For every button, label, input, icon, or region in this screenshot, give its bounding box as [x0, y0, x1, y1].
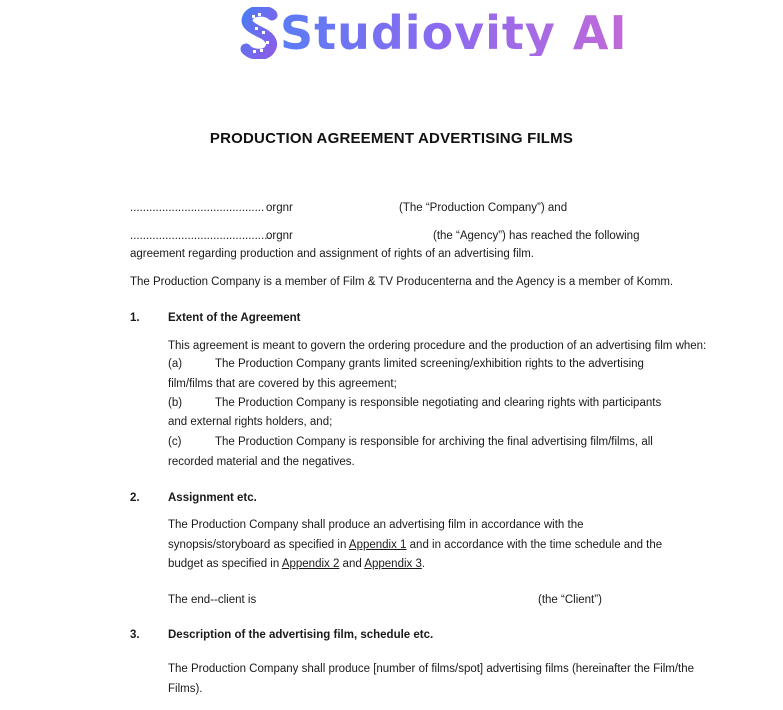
logo-text: Studiovity AI — [280, 6, 628, 60]
section3-number: 3. — [130, 629, 140, 641]
section1-heading: Extent of the Agreement — [168, 312, 301, 324]
film-reel-s-icon — [240, 7, 280, 59]
appendix-3-link[interactable]: Appendix 3 — [364, 558, 422, 570]
section3-line1: The Production Company shall produce [number of films/spot] advertising films (hereinafter the Film/the — [168, 663, 695, 675]
party2-dots: ............................................ — [130, 230, 271, 242]
party2-orgnr: orgnr — [266, 230, 293, 242]
appendix-2-link[interactable]: Appendix 2 — [281, 558, 340, 570]
section2-line2-post: and in accordance with the time schedule and the — [406, 539, 663, 551]
party1-dots: .......................................... — [130, 202, 265, 214]
clause-b-text: The Production Company is responsible negotiating and clearing rights with participants — [215, 397, 662, 409]
clause-a-label: (a) — [168, 358, 183, 370]
clause-c-label: (c) — [168, 436, 182, 448]
clause-b-label: (b) — [168, 397, 183, 409]
party1-role: (The “Production Company”) and — [399, 202, 568, 214]
clause-b-continuation: and external rights holders, and; — [168, 416, 333, 428]
section2-number: 2. — [130, 492, 140, 504]
party1-orgnr: orgnr — [266, 202, 293, 214]
section3-line2: Films). — [168, 683, 203, 695]
section3-heading: Description of the advertising film, schedule etc. — [168, 629, 434, 641]
membership-text: The Production Company is a member of Film & TV Producenterna and the Agency is a member of Komm. — [130, 276, 674, 288]
section2-line1: The Production Company shall produce an advertising film in accordance with the — [168, 519, 584, 531]
appendix-1-link[interactable]: Appendix 1 — [348, 539, 407, 551]
party2-role: (the “Agency”) has reached the following — [433, 230, 640, 242]
section2-heading: Assignment etc. — [168, 492, 257, 504]
section2-line2-pre: synopsis/storyboard as specified in — [168, 539, 349, 551]
clause-a-text: The Production Company grants limited screening/exhibition rights to the advertising — [215, 358, 644, 370]
section2-line3-mid: and — [339, 558, 365, 570]
section1-intro: This agreement is meant to govern the ordering procedure and the production of an advertising film when: — [168, 340, 707, 352]
clause-a-continuation: film/films that are covered by this agreement; — [168, 378, 397, 390]
end-client-label: The end--client is — [168, 594, 257, 606]
clause-c-text: The Production Company is responsible for archiving the final advertising film/films, all — [215, 436, 653, 448]
section2-line3 — [168, 556, 425, 572]
section1-number: 1. — [130, 312, 140, 324]
section2-line2 — [168, 537, 662, 553]
studiovity-logo — [240, 4, 628, 62]
document-title: PRODUCTION AGREEMENT ADVERTISING FILMS — [209, 130, 574, 147]
end-client-role: (the “Client”) — [538, 594, 602, 606]
section2-line3-post: . — [421, 558, 426, 570]
clause-c-continuation: recorded material and the negatives. — [168, 456, 355, 468]
party2-continuation: agreement regarding production and assignment of rights of an advertising film. — [130, 248, 535, 260]
section2-line3-pre: budget as specified in — [168, 558, 282, 570]
